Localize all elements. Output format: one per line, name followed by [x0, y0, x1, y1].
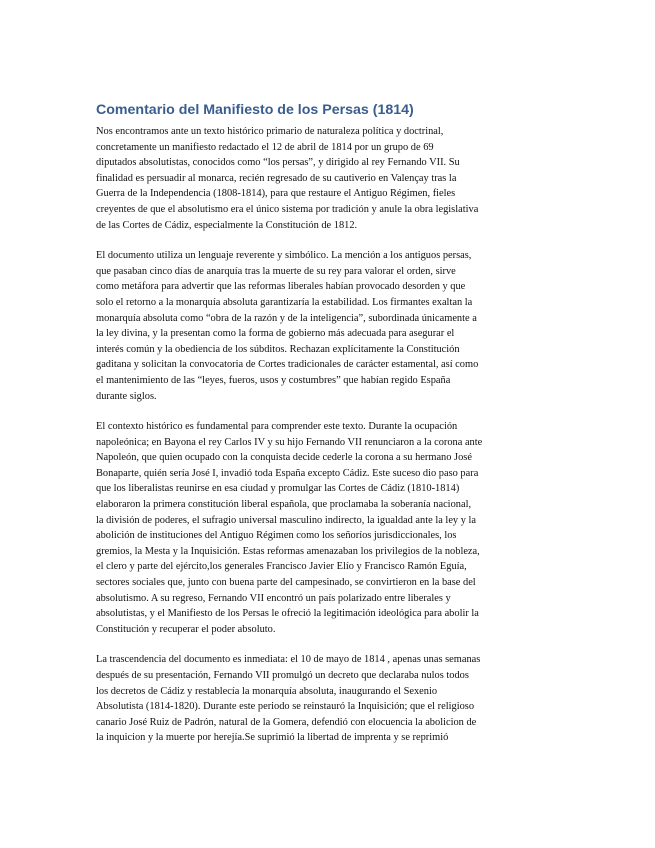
text-line: Guerra de la Independencia (1808-1814), para que restaure el Antiguo Régimen, fieles — [96, 188, 456, 200]
document-page — [96, 100, 558, 761]
text-line: diputados absolutistas, conocidos como “los persas”, y dirigido al rey Fernando VII. Su — [96, 157, 460, 169]
text-line: interés común y la obediencia de los súbditos. Rechazan explícitamente la Constitución — [96, 343, 460, 355]
text-line: durante siglos. — [96, 390, 157, 402]
text-line: creyentes de que el absolutismo era el único sistema por tradición y anule la obra legislativa — [96, 203, 479, 215]
text-line: el clero y parte del ejército,los generales Francisco Javier Elío y Francisco Ramón Eguía, — [96, 561, 467, 573]
text-line: elaboraron la primera constitución liberal española, que proclamaba la soberanía nacional, — [96, 499, 472, 511]
document-title: Comentario del Manifiesto de los Persas (1814) — [96, 102, 414, 118]
text-line: El documento utiliza un lenguaje reverente y simbólico. La mención a los antiguos persas, — [96, 250, 472, 262]
text-line: Absolutista (1814-1820). Durante este periodo se reinstauró la Inquisición; que el religioso — [96, 701, 475, 713]
text-line: de las Cortes de Cádiz, especialmente la Constitución de 1812. — [96, 219, 358, 231]
text-line: gremios, la Mesta y la Inquisición. Estas reformas amenazaban los privilegios de la nobleza, — [96, 545, 480, 557]
text-line: la inquicion y la muerte por herejía.Se suprimió la libertad de imprenta y se reprimió — [96, 732, 449, 744]
paragraph-language — [96, 248, 558, 404]
text-line: Nos encontramos ante un texto histórico primario de naturaleza política y doctrinal, — [96, 126, 444, 137]
text-line: concretamente un manifiesto redactado el 12 de abril de 1814 por un grupo de 69 — [96, 141, 434, 153]
text-line: gaditana y solicitan la convocatoria de Cortes tradicionales de carácter estamental, así como — [96, 359, 479, 371]
text-line: Napoleón, que quien ocupado con la conquista decide cederle la corona a su hermano José — [96, 452, 472, 464]
text-line: sectores sociales que, junto con buena parte del campesinado, se convirtieron en la base del — [96, 577, 476, 589]
text-line: la división de poderes, el sufragio universal masculino indirecto, la igualdad ante la ley y la — [96, 514, 477, 526]
paragraph-transcendence — [96, 652, 558, 746]
text-line: después de su presentación, Fernando VII promulgó un decreto que declaraba nulos todos — [96, 670, 469, 681]
text-line: Constitución y recuperar el poder absoluto. — [96, 623, 276, 635]
text-line: La trascendencia del documento es inmediata: el 10 de mayo de 1814 , apenas unas semanas — [96, 654, 481, 666]
text-line: los decretos de Cádiz y restablecía la monarquía absoluta, inaugurando el Sexenio — [96, 685, 438, 697]
text-line: El contexto histórico es fundamental para comprender este texto. Durante la ocupación — [96, 421, 458, 433]
text-line: Bonaparte, quién sería José I, invadió toda España excepto Cádiz. Este suceso dio paso para — [96, 467, 479, 479]
text-line: monarquía absoluta como “obra de la razón y de la inteligencia”, subordinada únicamente a — [96, 312, 477, 324]
text-line: que los liberalistas reunirse en esa ciudad y promulgar las Cortes de Cádiz (1810-1814) — [96, 483, 460, 495]
text-line: la ley divina, y la presentan como la forma de gobierno más adecuada para asegurar el — [96, 328, 455, 340]
text-line: canario José Ruiz de Padrón, natural de la Gomera, defendió con elocuencia la abolicion de — [96, 716, 477, 728]
text-line: como metáfora para advertir que las reformas liberales habían provocado desorden y que — [96, 281, 466, 293]
paragraph-intro — [96, 124, 558, 233]
text-line: finalidad es persuadir al monarca, recién regresado de su cautiverio en Valençay tras la — [96, 172, 457, 184]
text-line: napoleónica; en Bayona el rey Carlos IV y su hijo Fernando VII renunciaron a la corona ante — [96, 436, 483, 448]
text-line: solo el retorno a la monarquía absoluta garantizaría la estabilidad. Los firmantes exaltan la — [96, 296, 473, 308]
text-line: absolutistas, y el Manifiesto de los Persas le ofreció la legitimación ideológica para abolir la — [96, 608, 479, 620]
text-line: que pasaban cinco días de anarquía tras la muerte de su rey para valorar el orden, sirve — [96, 265, 456, 277]
text-line: abolición de instituciones del Antiguo Régimen como los señoríos jurisdiccionales, los — [96, 530, 457, 542]
text-line: absolutismo. A su regreso, Fernando VII encontró un país polarizado entre liberales y — [96, 592, 451, 604]
paragraph-context — [96, 419, 558, 637]
text-line: el mantenimiento de las “leyes, fueros, usos y costumbres” que habían regido España — [96, 374, 451, 386]
